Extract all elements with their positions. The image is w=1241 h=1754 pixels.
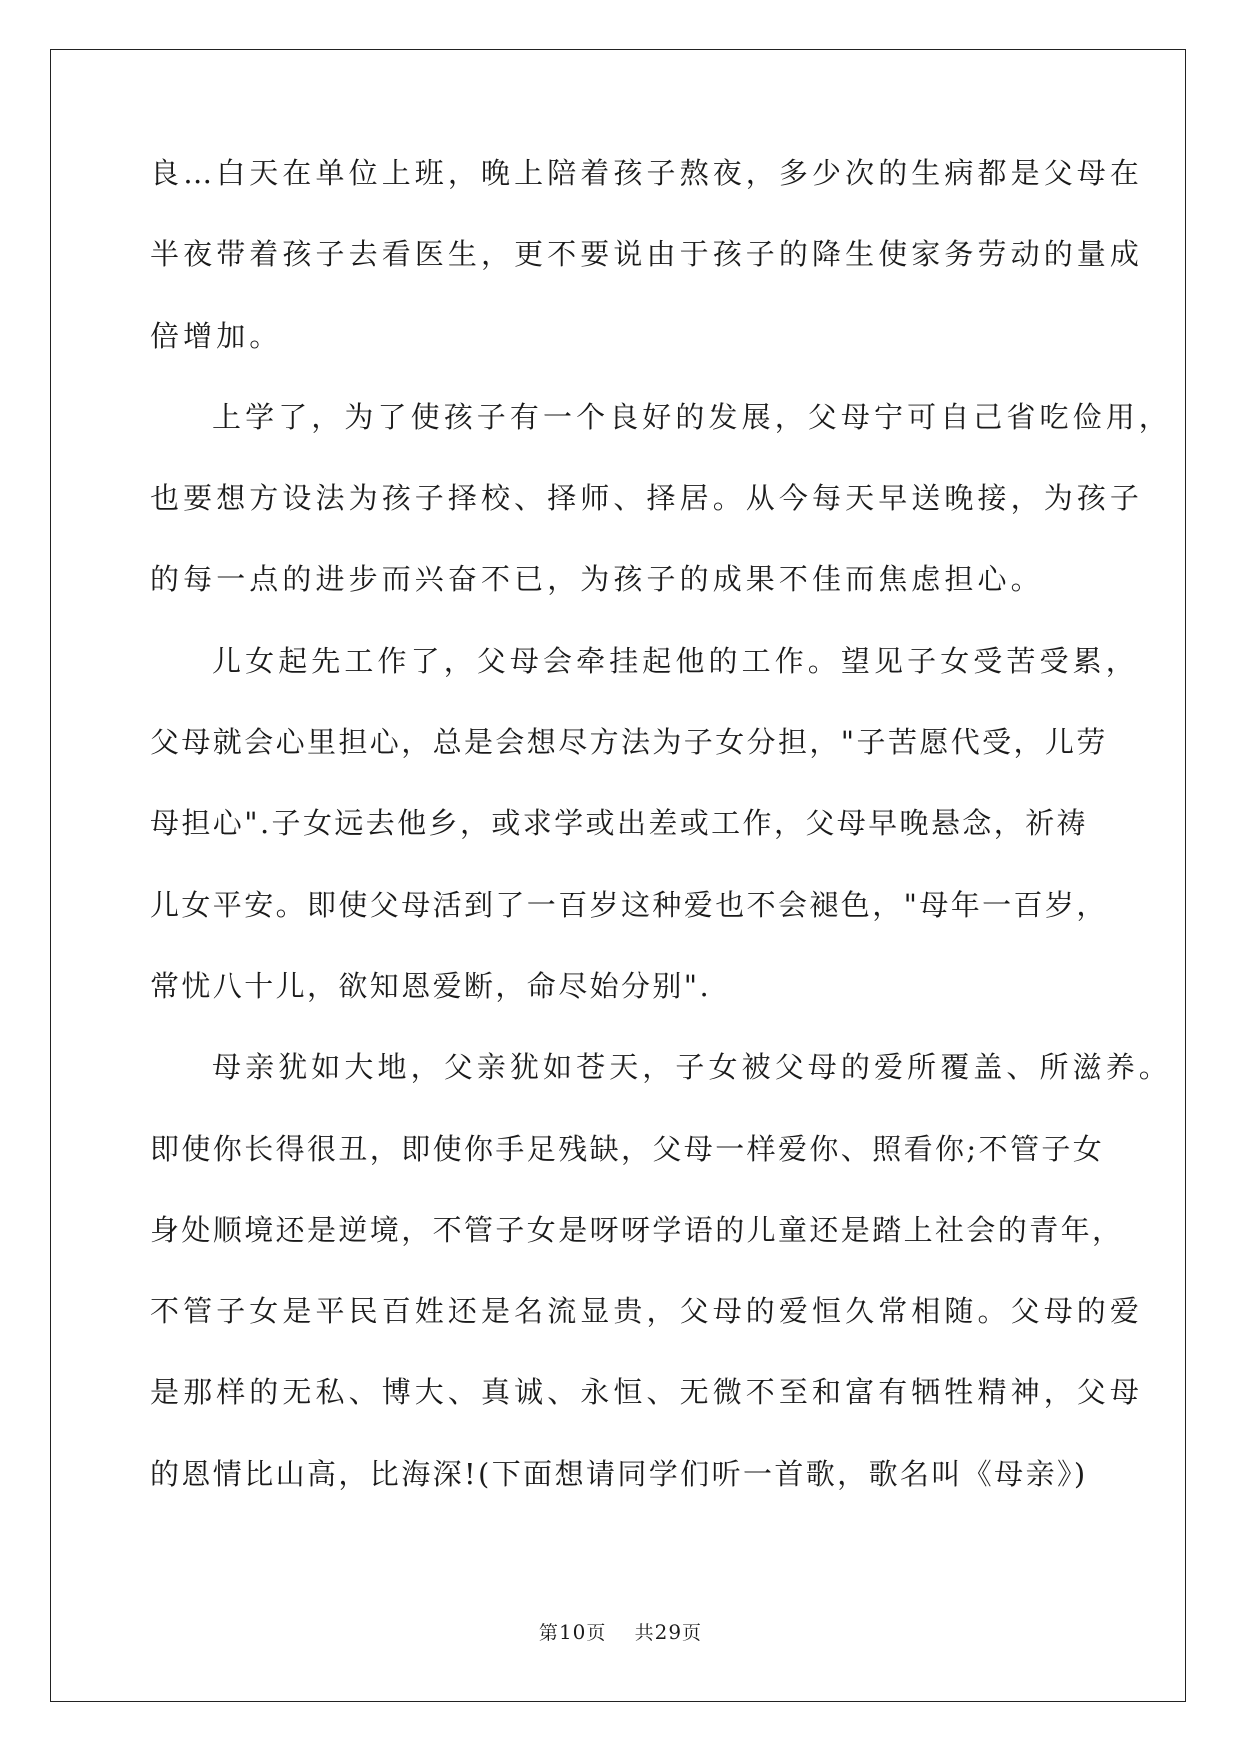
text-line: 父母就会心里担心，总是会想尽方法为子女分担，"子苦愿代受，儿劳 <box>150 725 1108 760</box>
text-line: 不管子女是平民百姓还是名流显贵，父母的爱恒久常相随。父母的爱 <box>150 1294 1144 1329</box>
text-line: 半夜带着孩子去看医生，更不要说由于孩子的降生使家务劳动的量成 <box>150 237 1144 272</box>
text-line: 也要想方设法为孩子择校、择师、择居。从今每天早送晚接，为孩子 <box>150 481 1144 516</box>
text-line: 儿女平安。即使父母活到了一百岁这种爱也不会褪色，"母年一百岁， <box>150 887 1108 922</box>
text-line: 是那样的无私、博大、真诚、永恒、无微不至和富有牺牲精神，父母 <box>150 1375 1144 1410</box>
total-prefix: 共 <box>634 1622 655 1644</box>
text-line: 常忧八十儿，欲知恩爱断，命尽始分别". <box>150 968 712 1003</box>
page-footer <box>0 1618 1241 1645</box>
text-line: 即使你长得很丑，即使你手足残缺，父母一样爱你、照看你;不管子女 <box>150 1131 1105 1166</box>
text-line: 母担心".子女远去他乡，或求学或出差或工作，父母早晚悬念，祈祷 <box>150 806 1088 841</box>
text-line: 的每一点的进步而兴奋不已，为孩子的成果不佳而焦虑担心。 <box>150 562 1044 597</box>
text-line: 良…白天在单位上班，晚上陪着孩子熬夜，多少次的生病都是父母在 <box>150 156 1144 190</box>
text-line: 倍增加。 <box>150 318 283 353</box>
document-body <box>150 156 1172 1541</box>
text-line: 身处顺境还是逆境，不管子女是呀呀学语的儿童还是踏上社会的青年， <box>150 1212 1124 1247</box>
page-suffix: 页 <box>586 1622 607 1644</box>
total-pages: 29 <box>654 1620 683 1644</box>
total-suffix: 页 <box>682 1622 703 1644</box>
page-prefix: 第 <box>538 1622 559 1644</box>
paragraph-start-line: 儿女起先工作了，父母会牵挂起他的工作。望见子女受苦受累， <box>212 643 1139 678</box>
paragraph-start-line: 上学了，为了使孩子有一个良好的发展，父母宁可自己省吃俭用， <box>212 399 1172 434</box>
page-number: 10 <box>558 1620 587 1644</box>
paragraph-start-line: 母亲犹如大地，父亲犹如苍天，子女被父母的爱所覆盖、所滋养。 <box>212 1050 1172 1085</box>
text-line: 的恩情比山高，比海深!(下面想请同学们听一首歌，歌名叫《母亲》) <box>150 1456 1088 1491</box>
